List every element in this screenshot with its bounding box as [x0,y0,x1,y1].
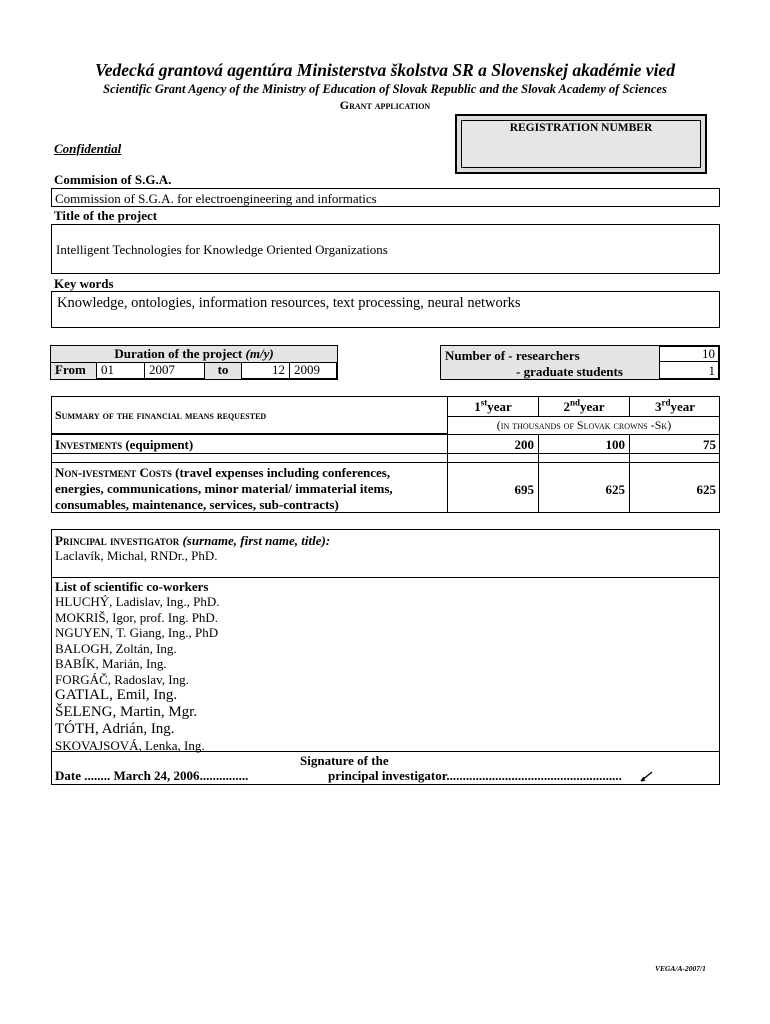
commission-value: Commission of S.G.A. for electroengineering and informatics [55,191,377,206]
coworker-item: MOKRIŠ, Igor, prof. Ing. PhD. [55,609,219,625]
year1-header: 1styear [474,397,512,414]
coworker-item: NGUYEN, T. Giang, Ing., PhD [55,625,219,640]
coworker-item: BABÍK, Marián, Ing. [55,656,167,671]
project-title-value: Intelligent Technologies for Knowledge Oriented Organizations [56,242,388,257]
coworker-item: GATIAL, Emil, Ing. [55,687,178,703]
noninvestment-year3[interactable]: 625 [696,482,716,497]
investigator-value[interactable]: Laclavík, Michal, RNDr., PhD. [55,548,218,563]
researchers-labels [441,346,660,379]
date-value: March 24, 2006 [113,768,200,783]
registration-number-box [455,114,707,174]
financial-summary-label: Summary of the financial means requested [55,408,267,422]
noninvestment-year2[interactable]: 625 [605,482,625,497]
coworker-item: BALOGH, Zoltán, Ing. [55,640,177,656]
coworkers-label: List of scientific co-workers [55,579,209,594]
duration-to-year[interactable]: 2009 [294,362,320,377]
noninvestment-label: Non-ivestment Costs (travel expenses including conferences, energies, communications, minor material/ immaterial items, consumables, maintenance, services, sub-contracts) [55,465,393,512]
project-title-label: Title of the project [54,208,158,223]
investments-label: Investments (equipment) [55,437,194,452]
keywords-label: Key words [54,276,114,291]
commission-label: Commision of S.G.A. [54,172,172,187]
signature-label-1: Signature of the [300,753,389,768]
researchers-label: Number of - researchers [445,348,580,363]
financial-units: (in thousands of Slovak crowns -Sk) [496,418,672,432]
keywords-field[interactable] [51,291,720,328]
footer-code: VEGA/A-2007/1 [655,964,706,973]
graduate-students-value[interactable]: 1 [708,363,715,378]
investigator-label: Principal investigator (surname, first name, title): [55,533,331,548]
duration-header [51,346,337,363]
graduate-students-label: - graduate students [516,364,623,379]
researchers-value[interactable]: 10 [660,346,719,362]
coworker-item: SKOVAJSOVÁ, Lenka, Ing. [55,738,205,753]
header-subtitle: Grant application [339,98,431,112]
year2-header: 2ndyear [563,397,605,414]
noninvestment-year1[interactable]: 695 [514,482,534,497]
year3-header: 3rdyear [654,397,696,414]
coworker-item: HLUCHÝ, Ladislav, Ing., PhD. [55,594,220,609]
duration-label: Duration of the project [114,346,243,361]
duration-unit: (m/y) [245,346,274,361]
duration-from-month[interactable]: 01 [97,363,145,379]
investments-year1[interactable]: 200 [514,437,534,452]
pen-icon [640,771,654,782]
duration-from-label: From [51,363,97,379]
confidential-label: Confidential [54,141,122,156]
project-title-field[interactable] [51,224,720,274]
coworkers-list [55,594,220,754]
registration-number-label: REGISTRATION NUMBER [509,122,653,134]
keywords-value: Knowledge, ontologies, information resources, text processing, neural networks [57,295,521,311]
coworker-item: FORGÁČ, Radoslav, Ing. [55,671,189,687]
duration-from-year[interactable]: 2007 [145,363,205,379]
commission-field[interactable] [51,188,720,207]
coworker-item: ŠELENG, Martin, Mgr. [55,704,198,720]
signature-line[interactable]: principal investigator...................................................... [328,768,622,783]
investments-year3[interactable]: 75 [703,437,716,452]
investments-year2[interactable]: 100 [605,437,625,452]
duration-to-label: to [205,363,242,379]
date-line[interactable]: Date ........ March 24, 2006............... [55,768,249,783]
duration-to-month[interactable]: 12 [242,363,290,379]
coworker-item: TÓTH, Adrián, Ing. [55,721,175,737]
header-title-en: Scientific Grant Agency of the Ministry of Education of Slovak Republic and the Slovak Academy of Sciences [103,82,667,96]
header-title-sk: Vedecká grantová agentúra Ministerstva školstva SR a Slovenskej akadémie vied [95,60,675,80]
